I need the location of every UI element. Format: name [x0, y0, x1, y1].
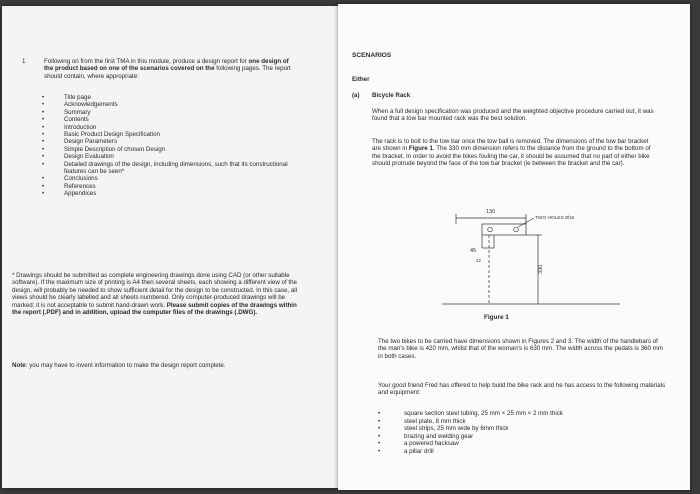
- list-item: • Summary: [42, 108, 91, 116]
- dimension-label-45: 45: [470, 248, 477, 254]
- figure-caption: Figure 1: [484, 314, 509, 321]
- tow-bar-bracket-drawing: [442, 200, 622, 310]
- left-page: [2, 6, 338, 488]
- scenarios-heading: SCENARIOS: [352, 52, 392, 59]
- holes-label: TWO HOLES Ø16: [535, 216, 575, 221]
- option-label: (a): [352, 92, 360, 99]
- dimension-label-130: 130: [486, 209, 496, 215]
- list-item: • Title page: [42, 94, 91, 101]
- list-item: • Appendices: [42, 190, 97, 198]
- paragraph-specification: When a full design specification was produced and the weighted objective procedure carried out, it was found that a tow bar mounted rack was the best solution.: [372, 108, 654, 123]
- list-item: • a pillar drill: [378, 447, 434, 455]
- bracket-plate: [482, 224, 526, 235]
- materials-list: [378, 410, 658, 456]
- list-item: • Detailed drawings of the design, including dimensions, such that its constructional features can be seen*: [42, 160, 288, 176]
- list-item: • brazing and welding gear: [378, 432, 474, 440]
- right-page: [338, 4, 690, 490]
- list-item: • Design Evaluation: [42, 153, 114, 161]
- paragraph-rack-dimensions: The rack is to bolt to the tow bar once the tow ball is removed. The dimensions of the tow bar bracket are shown in Figure 1. The 330 mm dimension refers to the distance from the ground to the bottom of the bracket. In order to avoid the bikes fouling the car, it should be assumed that no part of either bike should protrude beyond the face of the tow bar bracket (ie between the bracket and the car).: [372, 138, 651, 168]
- list-item: • Contents: [42, 116, 89, 124]
- list-item: • Basic Product Design Specification: [42, 131, 160, 139]
- question-number: 1: [22, 58, 26, 65]
- list-item: • Conclusions: [42, 175, 98, 183]
- report-sections-list: [42, 94, 302, 198]
- list-item: • a powered hacksaw: [378, 440, 459, 448]
- list-item: • steel plate, 8 mm thick: [378, 417, 466, 425]
- paragraph-bike-dimensions: The two bikes to be carried have dimensions shown in Figures 2 and 3. The width of the handlebars of the man's bike is 420 mm, whilst that of the woman's is 630 mm. The width across the pedals is 360 mm in both cases.: [378, 338, 663, 360]
- dimension-label-330: 330: [538, 264, 544, 274]
- list-item: • References: [42, 182, 96, 190]
- drawings-footnote: * Drawings should be submitted as complete engineering drawings done using CAD (or other suitable software). If the maximum size of printing is A4 then several sheets, each showing a different view of the design, will probably be needed to show sufficient detail for the design to be constructed. In this case, all views should be clearly labelled and all sheets numbered. Only computer-produced drawings will be marked; it is not acceptable to submit hand-drawn work. Please submit copies of the drawings within the report (.PDF) and in addition, upload the computer files of the drawings (.DWG).: [12, 272, 298, 317]
- either-label: Either: [352, 76, 370, 83]
- question-intro: Following on from the first TMA in this module, produce a design report for one design of the product based on one of the scenarios covered on the following pages. The report should contain, where appropriate:: [44, 58, 291, 80]
- bolt-hole: [514, 227, 519, 232]
- note: Note: you may have to invent information to make the design report complete.: [12, 362, 226, 369]
- list-item: • Acknowledgements: [42, 101, 118, 109]
- list-item: • square section steel tubing, 25 mm × 25 mm × 2 mm thick: [378, 410, 563, 417]
- paragraph-materials-intro: Your good friend Fred has offered to help build the bike rack and he has access to the following materials and equipment:: [378, 382, 666, 397]
- list-item: • steel strips, 25 mm wide by 6mm thick: [378, 425, 509, 433]
- option-title: Bicycle Rack: [372, 92, 411, 99]
- dimension-label-22: 22: [476, 258, 482, 263]
- list-item: • Introduction: [42, 123, 97, 131]
- list-item: • Simple Description of chosen Design: [42, 145, 166, 153]
- list-item: • Design Parameters: [42, 138, 117, 146]
- bolt-hole: [488, 227, 493, 232]
